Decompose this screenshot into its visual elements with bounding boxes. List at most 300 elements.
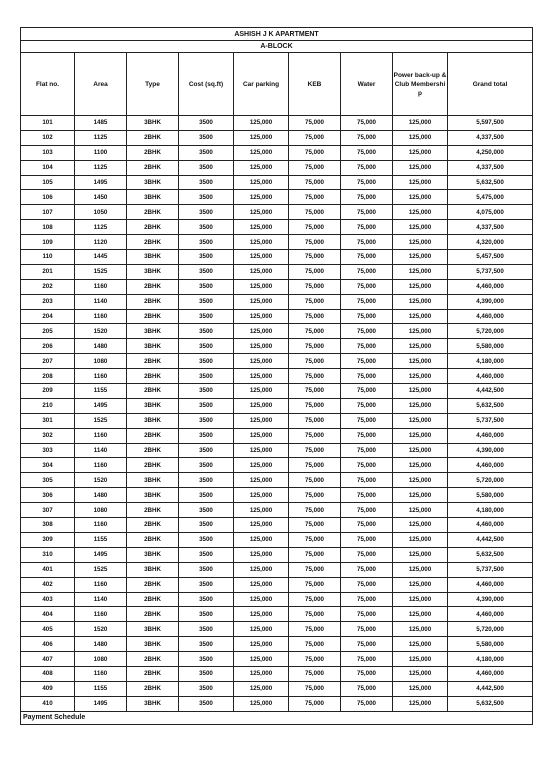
- cell-grand-total: 4,390,000: [448, 294, 533, 309]
- cell-cost: 3500: [179, 547, 234, 562]
- cell-type: 2BHK: [127, 294, 179, 309]
- cell-car-parking: 125,000: [234, 309, 289, 324]
- table-row: [21, 354, 533, 369]
- cell-area: 1520: [75, 473, 127, 488]
- header-row: [21, 53, 533, 116]
- cell-keb: 75,000: [289, 250, 341, 265]
- cell-area: 1160: [75, 666, 127, 681]
- cell-grand-total: 4,460,000: [448, 458, 533, 473]
- cell-type: 2BHK: [127, 518, 179, 533]
- cell-cost: 3500: [179, 175, 234, 190]
- cell-type: 2BHK: [127, 428, 179, 443]
- cell-water: 75,000: [341, 518, 393, 533]
- cell-grand-total: 5,580,000: [448, 339, 533, 354]
- cell-flat-no: 105: [21, 175, 75, 190]
- cell-flat-no: 410: [21, 696, 75, 711]
- cell-flat-no: 306: [21, 488, 75, 503]
- table-row: [21, 666, 533, 681]
- document-page: [20, 27, 532, 725]
- cell-type: 3BHK: [127, 413, 179, 428]
- table-row: [21, 264, 533, 279]
- table-row: [21, 592, 533, 607]
- table-row: [21, 220, 533, 235]
- cell-cost: 3500: [179, 503, 234, 518]
- cell-keb: 75,000: [289, 220, 341, 235]
- table-row: [21, 532, 533, 547]
- cell-grand-total: 4,442,500: [448, 681, 533, 696]
- table-row: [21, 369, 533, 384]
- cell-flat-no: 110: [21, 250, 75, 265]
- cell-cost: 3500: [179, 413, 234, 428]
- cell-car-parking: 125,000: [234, 532, 289, 547]
- cell-power-backup: 125,000: [393, 398, 448, 413]
- cell-cost: 3500: [179, 622, 234, 637]
- cell-car-parking: 125,000: [234, 622, 289, 637]
- cell-water: 75,000: [341, 488, 393, 503]
- cell-keb: 75,000: [289, 637, 341, 652]
- cell-car-parking: 125,000: [234, 696, 289, 711]
- cell-power-backup: 125,000: [393, 458, 448, 473]
- table-row: [21, 205, 533, 220]
- cell-type: 3BHK: [127, 339, 179, 354]
- cell-type: 3BHK: [127, 250, 179, 265]
- cell-car-parking: 125,000: [234, 175, 289, 190]
- cell-cost: 3500: [179, 250, 234, 265]
- apartment-price-table: [20, 27, 533, 725]
- cell-water: 75,000: [341, 562, 393, 577]
- cell-type: 2BHK: [127, 607, 179, 622]
- table-body: [21, 116, 533, 712]
- cell-grand-total: 5,475,000: [448, 190, 533, 205]
- cell-area: 1120: [75, 235, 127, 250]
- cell-keb: 75,000: [289, 443, 341, 458]
- cell-flat-no: 104: [21, 160, 75, 175]
- cell-power-backup: 125,000: [393, 220, 448, 235]
- cell-type: 2BHK: [127, 443, 179, 458]
- cell-water: 75,000: [341, 607, 393, 622]
- cell-water: 75,000: [341, 473, 393, 488]
- cell-cost: 3500: [179, 428, 234, 443]
- cell-keb: 75,000: [289, 488, 341, 503]
- cell-area: 1155: [75, 681, 127, 696]
- cell-car-parking: 125,000: [234, 294, 289, 309]
- cell-power-backup: 125,000: [393, 592, 448, 607]
- cell-flat-no: 208: [21, 369, 75, 384]
- cell-car-parking: 125,000: [234, 398, 289, 413]
- cell-type: 2BHK: [127, 384, 179, 399]
- cell-water: 75,000: [341, 354, 393, 369]
- cell-water: 75,000: [341, 577, 393, 592]
- cell-cost: 3500: [179, 145, 234, 160]
- cell-area: 1160: [75, 607, 127, 622]
- cell-keb: 75,000: [289, 458, 341, 473]
- cell-water: 75,000: [341, 652, 393, 667]
- cell-keb: 75,000: [289, 696, 341, 711]
- cell-grand-total: 5,632,500: [448, 547, 533, 562]
- cell-flat-no: 204: [21, 309, 75, 324]
- cell-grand-total: 4,442,500: [448, 532, 533, 547]
- column-header-water: Water: [341, 53, 393, 116]
- cell-power-backup: 125,000: [393, 116, 448, 131]
- cell-area: 1125: [75, 130, 127, 145]
- cell-area: 1525: [75, 562, 127, 577]
- table-row: [21, 652, 533, 667]
- cell-flat-no: 107: [21, 205, 75, 220]
- cell-keb: 75,000: [289, 428, 341, 443]
- cell-water: 75,000: [341, 175, 393, 190]
- cell-cost: 3500: [179, 398, 234, 413]
- cell-type: 2BHK: [127, 532, 179, 547]
- cell-area: 1160: [75, 577, 127, 592]
- cell-power-backup: 125,000: [393, 562, 448, 577]
- cell-flat-no: 405: [21, 622, 75, 637]
- cell-flat-no: 109: [21, 235, 75, 250]
- cell-car-parking: 125,000: [234, 503, 289, 518]
- cell-water: 75,000: [341, 413, 393, 428]
- cell-type: 3BHK: [127, 116, 179, 131]
- cell-area: 1160: [75, 369, 127, 384]
- cell-keb: 75,000: [289, 175, 341, 190]
- cell-area: 1445: [75, 250, 127, 265]
- cell-water: 75,000: [341, 696, 393, 711]
- table-row: [21, 309, 533, 324]
- cell-water: 75,000: [341, 116, 393, 131]
- cell-grand-total: 5,737,500: [448, 413, 533, 428]
- cell-power-backup: 125,000: [393, 443, 448, 458]
- cell-area: 1495: [75, 175, 127, 190]
- cell-water: 75,000: [341, 532, 393, 547]
- cell-water: 75,000: [341, 145, 393, 160]
- table-row: [21, 413, 533, 428]
- cell-keb: 75,000: [289, 116, 341, 131]
- cell-cost: 3500: [179, 577, 234, 592]
- cell-power-backup: 125,000: [393, 130, 448, 145]
- cell-power-backup: 125,000: [393, 324, 448, 339]
- cell-flat-no: 209: [21, 384, 75, 399]
- table-row: [21, 518, 533, 533]
- cell-car-parking: 125,000: [234, 339, 289, 354]
- cell-keb: 75,000: [289, 235, 341, 250]
- cell-type: 2BHK: [127, 666, 179, 681]
- cell-power-backup: 125,000: [393, 160, 448, 175]
- cell-car-parking: 125,000: [234, 681, 289, 696]
- cell-cost: 3500: [179, 518, 234, 533]
- cell-water: 75,000: [341, 339, 393, 354]
- cell-power-backup: 125,000: [393, 384, 448, 399]
- cell-area: 1495: [75, 696, 127, 711]
- cell-car-parking: 125,000: [234, 488, 289, 503]
- cell-power-backup: 125,000: [393, 294, 448, 309]
- cell-keb: 75,000: [289, 324, 341, 339]
- cell-flat-no: 102: [21, 130, 75, 145]
- cell-keb: 75,000: [289, 562, 341, 577]
- cell-cost: 3500: [179, 354, 234, 369]
- cell-area: 1450: [75, 190, 127, 205]
- cell-power-backup: 125,000: [393, 473, 448, 488]
- cell-area: 1520: [75, 622, 127, 637]
- cell-water: 75,000: [341, 279, 393, 294]
- cell-type: 3BHK: [127, 324, 179, 339]
- cell-power-backup: 125,000: [393, 637, 448, 652]
- cell-type: 2BHK: [127, 354, 179, 369]
- cell-cost: 3500: [179, 130, 234, 145]
- cell-keb: 75,000: [289, 547, 341, 562]
- cell-area: 1140: [75, 294, 127, 309]
- cell-grand-total: 4,180,000: [448, 503, 533, 518]
- cell-area: 1050: [75, 205, 127, 220]
- cell-grand-total: 5,580,000: [448, 637, 533, 652]
- cell-car-parking: 125,000: [234, 577, 289, 592]
- cell-flat-no: 303: [21, 443, 75, 458]
- cell-keb: 75,000: [289, 398, 341, 413]
- cell-water: 75,000: [341, 324, 393, 339]
- cell-flat-no: 409: [21, 681, 75, 696]
- cell-grand-total: 5,737,500: [448, 264, 533, 279]
- cell-type: 2BHK: [127, 652, 179, 667]
- cell-water: 75,000: [341, 220, 393, 235]
- cell-water: 75,000: [341, 592, 393, 607]
- table-row: [21, 339, 533, 354]
- cell-car-parking: 125,000: [234, 235, 289, 250]
- cell-type: 3BHK: [127, 488, 179, 503]
- cell-cost: 3500: [179, 384, 234, 399]
- cell-water: 75,000: [341, 637, 393, 652]
- cell-car-parking: 125,000: [234, 279, 289, 294]
- cell-area: 1155: [75, 384, 127, 399]
- cell-type: 2BHK: [127, 205, 179, 220]
- cell-power-backup: 125,000: [393, 205, 448, 220]
- cell-cost: 3500: [179, 532, 234, 547]
- cell-water: 75,000: [341, 443, 393, 458]
- cell-water: 75,000: [341, 428, 393, 443]
- cell-flat-no: 207: [21, 354, 75, 369]
- table-row: [21, 503, 533, 518]
- cell-flat-no: 202: [21, 279, 75, 294]
- cell-keb: 75,000: [289, 518, 341, 533]
- cell-car-parking: 125,000: [234, 547, 289, 562]
- cell-grand-total: 4,337,500: [448, 220, 533, 235]
- column-header-keb: KEB: [289, 53, 341, 116]
- cell-flat-no: 407: [21, 652, 75, 667]
- cell-power-backup: 125,000: [393, 696, 448, 711]
- cell-area: 1080: [75, 354, 127, 369]
- cell-grand-total: 5,720,000: [448, 622, 533, 637]
- table-row: [21, 637, 533, 652]
- cell-car-parking: 125,000: [234, 220, 289, 235]
- cell-car-parking: 125,000: [234, 458, 289, 473]
- table-row: [21, 577, 533, 592]
- cell-power-backup: 125,000: [393, 488, 448, 503]
- cell-flat-no: 203: [21, 294, 75, 309]
- cell-type: 2BHK: [127, 503, 179, 518]
- column-header-car-parking: Car parking: [234, 53, 289, 116]
- cell-flat-no: 302: [21, 428, 75, 443]
- cell-type: 3BHK: [127, 696, 179, 711]
- cell-keb: 75,000: [289, 309, 341, 324]
- table-row: [21, 190, 533, 205]
- cell-water: 75,000: [341, 458, 393, 473]
- cell-flat-no: 408: [21, 666, 75, 681]
- cell-water: 75,000: [341, 681, 393, 696]
- cell-car-parking: 125,000: [234, 205, 289, 220]
- table-row: [21, 145, 533, 160]
- cell-water: 75,000: [341, 384, 393, 399]
- cell-flat-no: 309: [21, 532, 75, 547]
- cell-power-backup: 125,000: [393, 145, 448, 160]
- cell-flat-no: 308: [21, 518, 75, 533]
- cell-area: 1495: [75, 547, 127, 562]
- cell-area: 1155: [75, 532, 127, 547]
- document-title: ASHISH J K APARTMENT: [21, 28, 533, 41]
- cell-grand-total: 5,457,500: [448, 250, 533, 265]
- cell-type: 2BHK: [127, 458, 179, 473]
- cell-keb: 75,000: [289, 666, 341, 681]
- cell-area: 1140: [75, 592, 127, 607]
- cell-cost: 3500: [179, 666, 234, 681]
- cell-type: 2BHK: [127, 235, 179, 250]
- cell-cost: 3500: [179, 205, 234, 220]
- table-row: [21, 547, 533, 562]
- table-row: [21, 488, 533, 503]
- cell-keb: 75,000: [289, 652, 341, 667]
- block-row: [21, 41, 533, 53]
- cell-grand-total: 5,632,500: [448, 398, 533, 413]
- cell-cost: 3500: [179, 324, 234, 339]
- table-row: [21, 398, 533, 413]
- cell-grand-total: 4,075,000: [448, 205, 533, 220]
- cell-car-parking: 125,000: [234, 354, 289, 369]
- table-row: [21, 175, 533, 190]
- cell-flat-no: 305: [21, 473, 75, 488]
- cell-car-parking: 125,000: [234, 145, 289, 160]
- cell-power-backup: 125,000: [393, 666, 448, 681]
- cell-power-backup: 125,000: [393, 279, 448, 294]
- cell-area: 1160: [75, 279, 127, 294]
- cell-cost: 3500: [179, 681, 234, 696]
- cell-flat-no: 404: [21, 607, 75, 622]
- cell-grand-total: 4,460,000: [448, 309, 533, 324]
- cell-cost: 3500: [179, 488, 234, 503]
- cell-area: 1125: [75, 160, 127, 175]
- cell-cost: 3500: [179, 339, 234, 354]
- cell-flat-no: 304: [21, 458, 75, 473]
- cell-type: 3BHK: [127, 622, 179, 637]
- cell-water: 75,000: [341, 205, 393, 220]
- cell-power-backup: 125,000: [393, 681, 448, 696]
- cell-flat-no: 301: [21, 413, 75, 428]
- column-header-type: Type: [127, 53, 179, 116]
- cell-grand-total: 4,460,000: [448, 369, 533, 384]
- cell-keb: 75,000: [289, 160, 341, 175]
- column-header-power-backup: Power back-up & Club Membershi p: [393, 53, 448, 116]
- cell-car-parking: 125,000: [234, 652, 289, 667]
- cell-area: 1495: [75, 398, 127, 413]
- cell-cost: 3500: [179, 294, 234, 309]
- cell-power-backup: 125,000: [393, 369, 448, 384]
- table-row: [21, 607, 533, 622]
- cell-grand-total: 5,632,500: [448, 696, 533, 711]
- cell-car-parking: 125,000: [234, 562, 289, 577]
- table-row: [21, 384, 533, 399]
- table-row: [21, 116, 533, 131]
- cell-area: 1480: [75, 339, 127, 354]
- cell-flat-no: 108: [21, 220, 75, 235]
- cell-cost: 3500: [179, 264, 234, 279]
- cell-water: 75,000: [341, 666, 393, 681]
- table-row: [21, 458, 533, 473]
- cell-flat-no: 402: [21, 577, 75, 592]
- column-header-area: Area: [75, 53, 127, 116]
- column-header-flat-no: Flat no.: [21, 53, 75, 116]
- cell-grand-total: 4,442,500: [448, 384, 533, 399]
- cell-water: 75,000: [341, 369, 393, 384]
- cell-power-backup: 125,000: [393, 235, 448, 250]
- cell-area: 1525: [75, 413, 127, 428]
- cell-area: 1080: [75, 652, 127, 667]
- cell-grand-total: 4,180,000: [448, 652, 533, 667]
- cell-keb: 75,000: [289, 503, 341, 518]
- cell-keb: 75,000: [289, 294, 341, 309]
- cell-type: 2BHK: [127, 160, 179, 175]
- cell-type: 2BHK: [127, 577, 179, 592]
- cell-keb: 75,000: [289, 681, 341, 696]
- cell-cost: 3500: [179, 220, 234, 235]
- cell-keb: 75,000: [289, 354, 341, 369]
- cell-flat-no: 103: [21, 145, 75, 160]
- cell-grand-total: 4,180,000: [448, 354, 533, 369]
- cell-water: 75,000: [341, 622, 393, 637]
- cell-cost: 3500: [179, 160, 234, 175]
- cell-type: 2BHK: [127, 681, 179, 696]
- cell-flat-no: 206: [21, 339, 75, 354]
- cell-flat-no: 310: [21, 547, 75, 562]
- table-row: [21, 130, 533, 145]
- cell-area: 1520: [75, 324, 127, 339]
- cell-cost: 3500: [179, 652, 234, 667]
- cell-water: 75,000: [341, 398, 393, 413]
- cell-type: 3BHK: [127, 175, 179, 190]
- cell-type: 3BHK: [127, 562, 179, 577]
- cell-grand-total: 4,390,000: [448, 592, 533, 607]
- cell-power-backup: 125,000: [393, 503, 448, 518]
- cell-car-parking: 125,000: [234, 413, 289, 428]
- cell-flat-no: 401: [21, 562, 75, 577]
- cell-car-parking: 125,000: [234, 324, 289, 339]
- cell-keb: 75,000: [289, 190, 341, 205]
- cell-area: 1525: [75, 264, 127, 279]
- cell-cost: 3500: [179, 592, 234, 607]
- cell-power-backup: 125,000: [393, 607, 448, 622]
- table-row: [21, 428, 533, 443]
- cell-area: 1160: [75, 309, 127, 324]
- cell-grand-total: 5,597,500: [448, 116, 533, 131]
- cell-grand-total: 4,460,000: [448, 577, 533, 592]
- cell-keb: 75,000: [289, 145, 341, 160]
- cell-type: 3BHK: [127, 398, 179, 413]
- cell-power-backup: 125,000: [393, 577, 448, 592]
- cell-power-backup: 125,000: [393, 518, 448, 533]
- cell-keb: 75,000: [289, 369, 341, 384]
- cell-area: 1100: [75, 145, 127, 160]
- cell-car-parking: 125,000: [234, 428, 289, 443]
- cell-grand-total: 4,460,000: [448, 666, 533, 681]
- cell-keb: 75,000: [289, 577, 341, 592]
- cell-keb: 75,000: [289, 130, 341, 145]
- cell-area: 1160: [75, 428, 127, 443]
- cell-cost: 3500: [179, 190, 234, 205]
- cell-type: 3BHK: [127, 473, 179, 488]
- cell-water: 75,000: [341, 250, 393, 265]
